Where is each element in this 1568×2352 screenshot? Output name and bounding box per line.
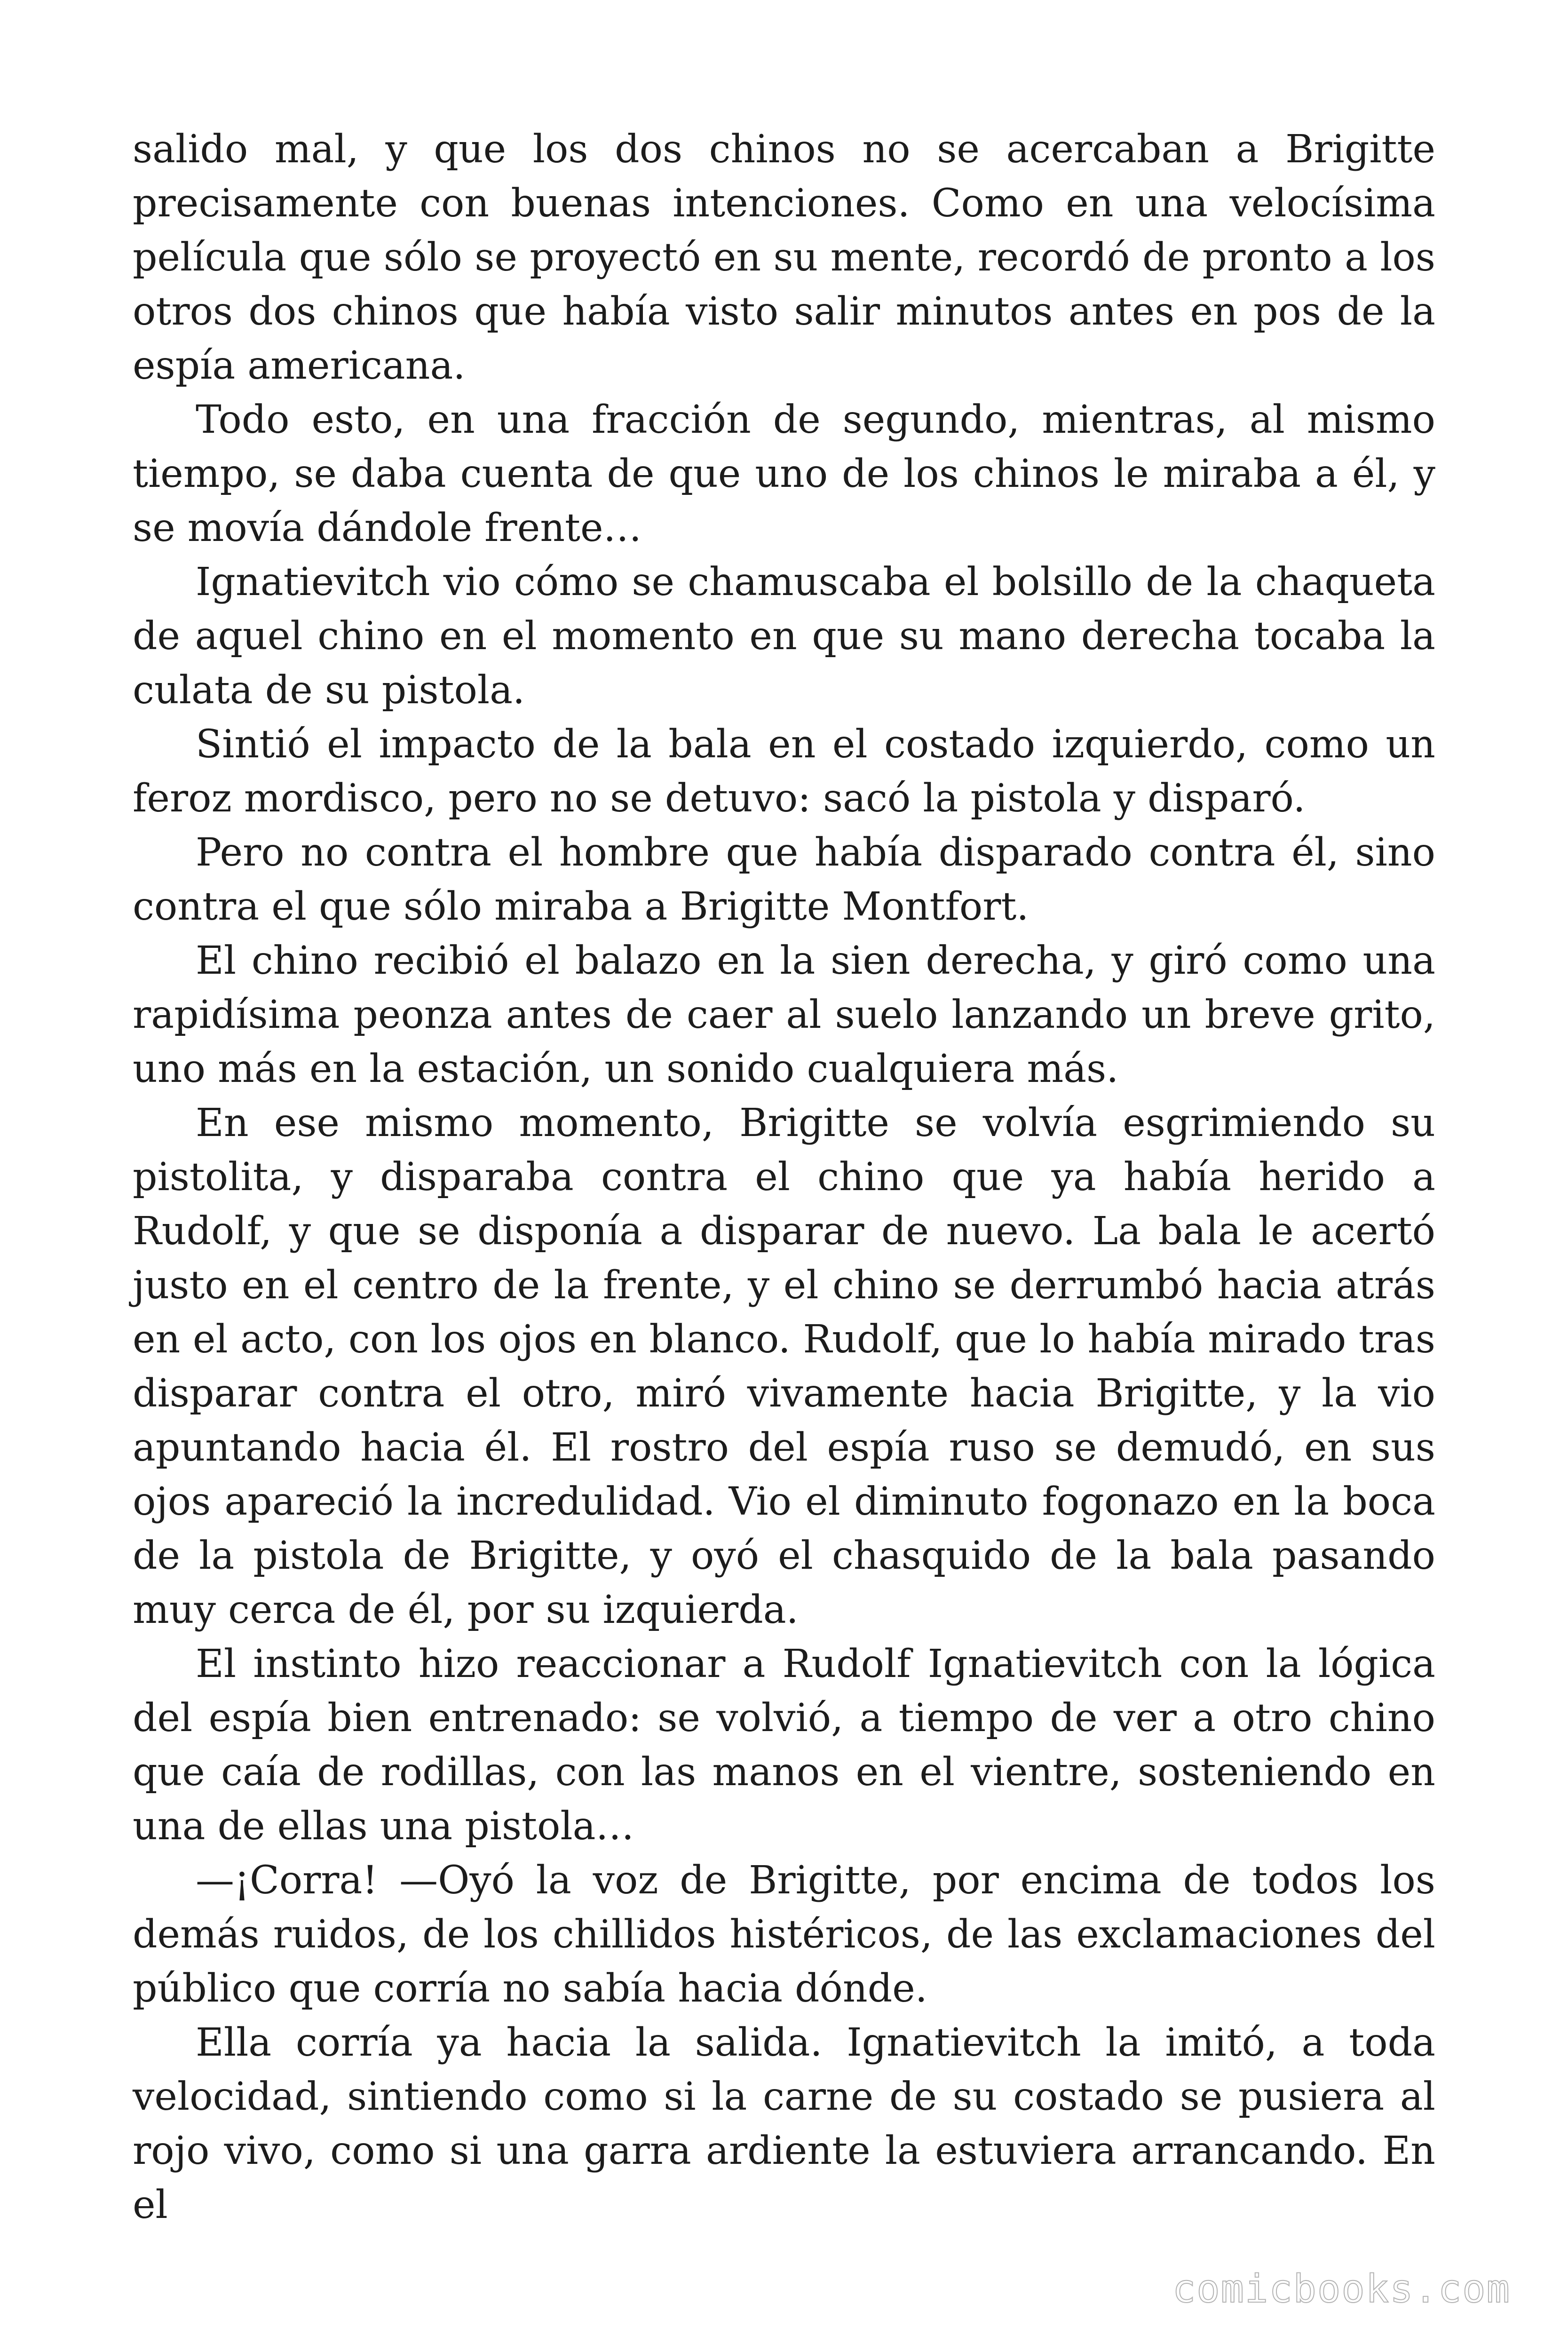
paragraph-9: —¡Corra! —Oyó la voz de Brigitte, por encima de todos los demás ruidos, de los chillidos histéricos, de las exclamaciones del público que corría no sabía hacia dónde. xyxy=(133,1858,1435,2011)
paragraph-4: Sintió el impacto de la bala en el costado izquierdo, como un feroz mordisco, pero no se detuvo: sacó la pistola y disparó. xyxy=(133,722,1435,821)
paragraph-3: Ignatievitch vio cómo se chamuscaba el bolsillo de la chaqueta de aquel chino en el momento en que su mano derecha tocaba la culata de su pistola. xyxy=(133,560,1435,713)
paragraph-8: El instinto hizo reaccionar a Rudolf Ignatievitch con la lógica del espía bien entrenado: se volvió, a tiempo de ver a otro chino que caía de rodillas, con las manos en el vientre, sosteniendo en una de ellas una pistola… xyxy=(133,1642,1435,1849)
paragraph-6: El chino recibió el balazo en la sien derecha, y giró como una rapidísima peonza antes de caer al suelo lanzando un breve grito, uno más en la estación, un sonido cualquiera más. xyxy=(133,938,1435,1091)
watermark-text: comicbooks.com xyxy=(1172,2267,1511,2312)
paragraph-2: Todo esto, en una fracción de segundo, mientras, al mismo tiempo, se daba cuenta de que uno de los chinos le miraba a él, y se movía dándole frente… xyxy=(133,397,1435,550)
paragraph-1: salido mal, y que los dos chinos no se acercaban a Brigitte precisamente con buenas intenciones. Como en una velocísima película que sólo se proyectó en su mente, recordó de pronto a los otros dos chinos que había visto salir minutos antes en pos de la espía americana. xyxy=(133,127,1435,388)
paragraph-7: En ese mismo momento, Brigitte se volvía esgrimiendo su pistolita, y disparaba contra el chino que ya había herido a Rudolf, y que se disponía a disparar de nuevo. La bala le acertó justo en el centro de la frente, y el chino se derrumbó hacia atrás en el acto, con los ojos en blanco. Rudolf, que lo había mirado tras disparar contra el otro, miró vivamente hacia Brigitte, y la vio apuntando hacia él. El rostro del espía ruso se demudó, en sus ojos apareció la incredulidad. Vio el diminuto fogonazo en la boca de la pistola de Brigitte, y oyó el chasquido de la bala pasando muy cerca de él, por su izquierda. xyxy=(133,1101,1435,1632)
paragraph-5: Pero no contra el hombre que había disparado contra él, sino contra el que sólo miraba a Brigitte Montfort. xyxy=(133,830,1435,929)
body-text xyxy=(133,122,1435,2232)
paragraph-10: Ella corría ya hacia la salida. Ignatievitch la imitó, a toda velocidad, sintiendo como si la carne de su costado se pusiera al rojo vivo, como si una garra ardiente la estuviera arrancando. En el xyxy=(133,2020,1435,2227)
